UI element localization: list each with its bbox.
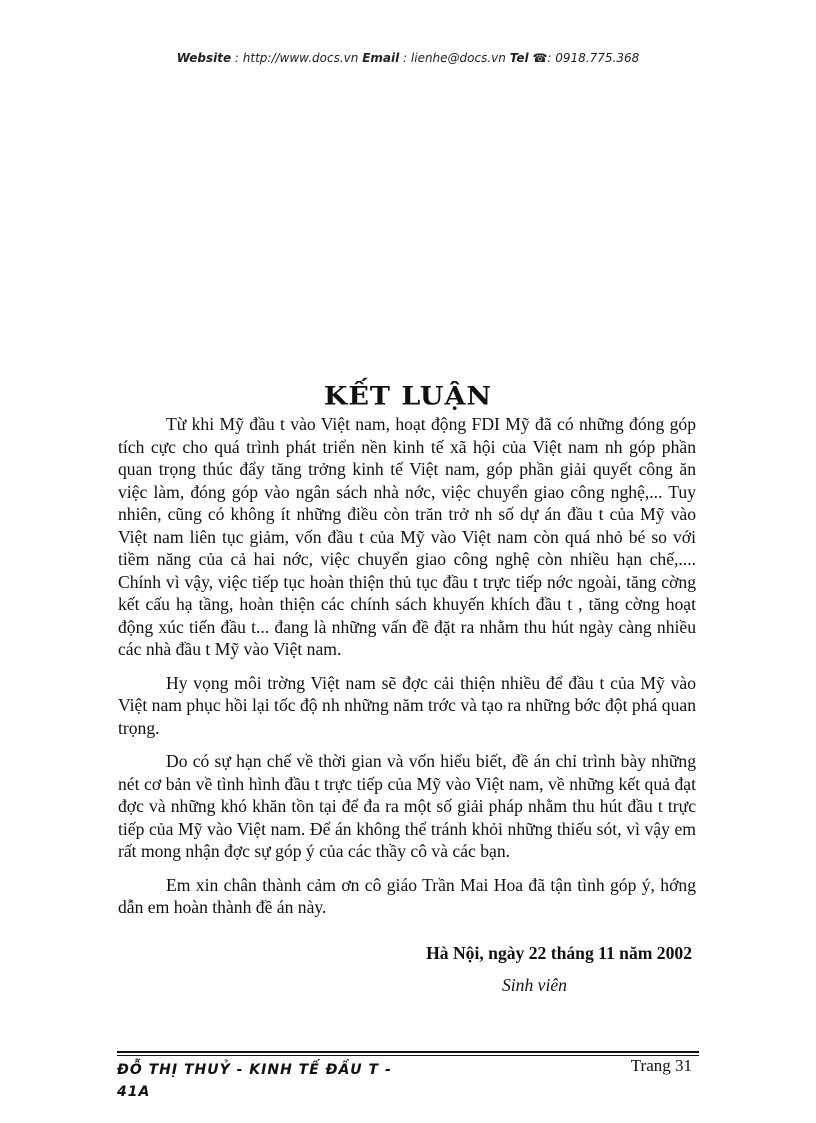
signature-block xyxy=(118,943,692,995)
tel-label: Tel xyxy=(509,51,529,65)
page-number: Trang 31 xyxy=(630,1056,692,1075)
signature-date: Hà Nội, ngày 22 tháng 11 năm 2002 xyxy=(426,943,692,963)
paragraph: Do có sự hạn chế về thời gian và vốn hiểu biết, đề án chỉ trình bày những nét cơ bản về tình hình đầu t trực tiếp của Mỹ vào Việt nam, về những kết quả đạt đợc và những khó khăn tồn tại để đa ra một số giải pháp nhằm thu hút đầu t trực tiếp của Mỹ vào Việt nam. Để án không thể tránh khỏi những thiếu sót, vì vậy em rất mong nhận đợc sự góp ý của các thầy cô và các bạn. xyxy=(118,751,696,861)
paragraph: Từ khi Mỹ đầu t vào Việt nam, hoạt động FDI Mỹ đã có những đóng góp tích cực cho quá trình phát triển nền kinh tế xã hội của Việt nam nh góp phần quan trọng thúc đẩy tăng trởng kinh tế Việt nam, góp phần giải quyết công ăn việc làm, đóng góp vào ngân sách nhà nớc, việc chuyển giao công nghệ,... Tuy nhiên, cũng có không ít những điều còn trăn trở nh số dự án đầu t của Mỹ vào Việt nam liên tục giảm, vốn đầu t của Mỹ vào Việt nam còn quá nhỏ bé so với tiềm năng của cả hai nớc, việc chuyển giao công nghệ còn nhiều hạn chế,.... Chính vì vậy, việc tiếp tục hoàn thiện thủ tục đầu t trực tiếp nớc ngoài, tăng cờng kết cấu hạ tầng, hoàn thiện các chính sách khuyến khích đầu t , tăng cờng hoạt động xúc tiến đầu t... đang là những vấn đề đặt ra nhằm thu hút ngày càng nhiều các nhà đầu t Mỹ vào Việt nam. xyxy=(118,414,696,659)
body-text xyxy=(118,413,696,919)
paragraph: Em xin chân thành cảm ơn cô giáo Trần Mai Hoa đã tận tình góp ý, hớng dẫn em hoàn thành đề án này. xyxy=(118,874,696,917)
footer-author: ĐỖ THỊ THUỶ - KINH TẾ ĐẦU T - 41A xyxy=(117,1062,392,1100)
email-label: Email xyxy=(362,51,400,65)
page-header xyxy=(0,51,816,65)
tel-value: : 0918.775.368 xyxy=(547,51,640,65)
website-label: Website xyxy=(176,51,232,65)
email-value: : lienhe@docs.vn xyxy=(403,51,506,65)
page-title: KẾT LUẬN xyxy=(323,382,493,411)
signature-role: Sinh viên xyxy=(502,975,567,995)
paragraph: Hy vọng môi trờng Việt nam sẽ đợc cải thiện nhiều để đầu t của Mỹ vào Việt nam phục hồi lại tốc độ nh những năm trớc và tạo ra những bớc đột phá quan trọng. xyxy=(118,672,696,738)
phone-icon: ☎ xyxy=(532,51,548,65)
footer-rule xyxy=(117,1051,699,1053)
website-value: : http://www.docs.vn xyxy=(234,51,359,65)
